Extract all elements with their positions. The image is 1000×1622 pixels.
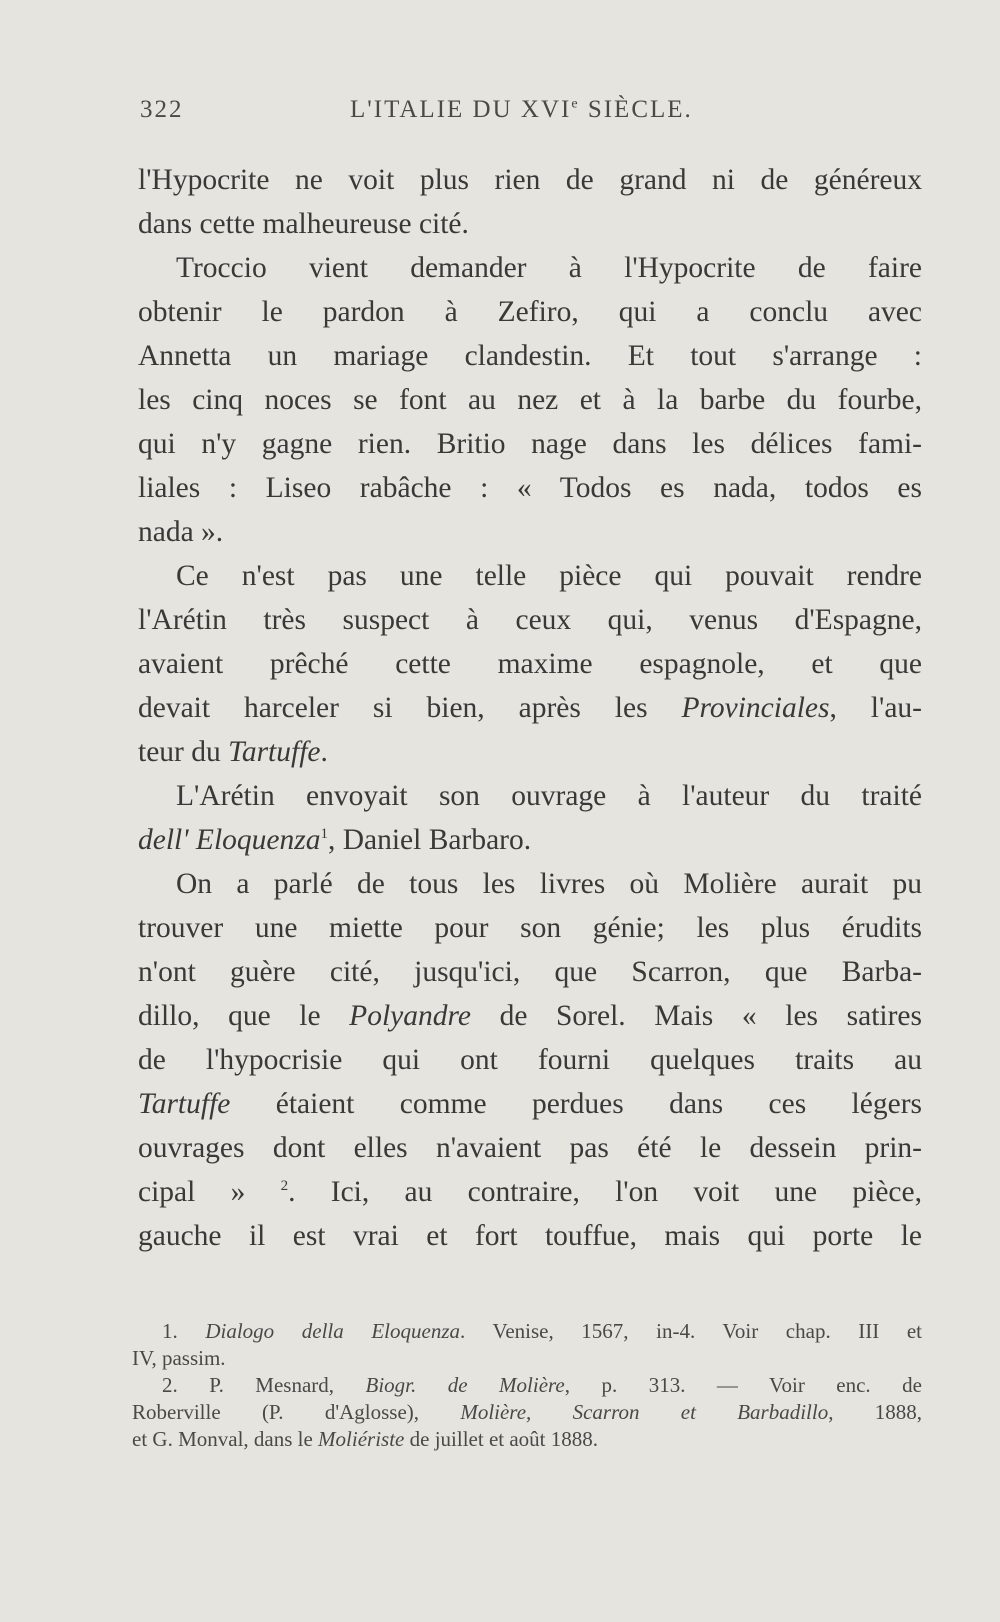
title-eloquenza: dell' Eloquenza [138, 824, 321, 856]
footnote-1: 1. Dialogo della Eloquenza. Venise, 1567, in-4. Voir chap. III et [162, 1319, 923, 1343]
paragraph-start: Troccio vient demander à l'Hypocrite de faire [176, 252, 922, 284]
text-line: gauche il est vrai et fort touffue, mais qui porte le [138, 1220, 922, 1252]
text-line: trouver une miette pour son génie; les plus érudits [138, 912, 922, 944]
title-tartuffe: Tartuffe [138, 1088, 231, 1120]
text-line: Annetta un mariage clandestin. Et tout s'arrange : [138, 340, 922, 372]
text-line: obtenir le pardon à Zefiro, qui a conclu avec [138, 296, 922, 328]
text-line: l'Hypocrite ne voit plus rien de grand ni de généreux [138, 164, 922, 196]
main-text [138, 158, 922, 1258]
title-tartuffe: Tartuffe [228, 736, 321, 768]
text-line: teur du Tartuffe. [138, 736, 328, 768]
running-title: L'ITALIE DU XVIe SIÈCLE. [350, 96, 693, 123]
text-line: cipal » $^2$. Ici, au contraire, l'on voit une pièce, [138, 1176, 922, 1208]
text-line: les cinq noces se font au nez et à la barbe du fourbe, [138, 384, 922, 416]
text-line: de l'hypocrisie qui ont fourni quelques traits au [138, 1044, 922, 1076]
text-line: dell' Eloquenza$^1$, Daniel Barbaro. [138, 824, 532, 856]
text-line: nada ». [138, 516, 224, 548]
footnote-line: et G. Monval, dans le Moliériste de juillet et août 1888. [132, 1427, 598, 1451]
footnote-line: Roberville (P. d'Aglosse), Molière, Scarron et Barbadillo, 1888, [132, 1400, 923, 1424]
text-line: qui n'y gagne rien. Britio nage dans les délices fami- [138, 428, 922, 460]
text-line: devait harceler si bien, après les Provinciales, l'au- [138, 692, 922, 724]
text-line: dillo, que le Polyandre de Sorel. Mais « les satires [138, 1000, 922, 1032]
text-line: liales : Liseo rabâche : « Todos es nada, todos es [138, 472, 922, 504]
paragraph-start: Ce n'est pas une telle pièce qui pouvait rendre [176, 560, 922, 592]
footnote-ref: 1 [320, 826, 328, 843]
text-line: avaient prêché cette maxime espagnole, et que [138, 648, 922, 680]
footnote-line: IV, passim. [132, 1346, 226, 1370]
text-line: n'ont guère cité, jusqu'ici, que Scarron, que Barba- [138, 956, 922, 988]
footnote-2: 2. P. Mesnard, Biogr. de Molière, p. 313. — Voir enc. de [162, 1373, 922, 1397]
paragraph-start: L'Arétin envoyait son ouvrage à l'auteur du traité [176, 780, 922, 812]
footnotes [132, 1318, 922, 1453]
footnote-ref: 2 [280, 1178, 289, 1195]
page-number: 322 [140, 96, 184, 123]
text-line: Tartuffe étaient comme perdues dans ces légers [138, 1088, 922, 1120]
text-line: ouvrages dont elles n'avaient pas été le dessein prin- [138, 1132, 922, 1164]
title-provinciales: Provinciales [681, 692, 830, 724]
text-line: l'Arétin très suspect à ceux qui, venus d'Espagne, [138, 604, 922, 636]
paragraph-start: On a parlé de tous les livres où Molière aurait pu [176, 868, 922, 900]
title-polyandre: Polyandre [349, 1000, 471, 1032]
text-line: dans cette malheureuse cité. [138, 208, 469, 240]
